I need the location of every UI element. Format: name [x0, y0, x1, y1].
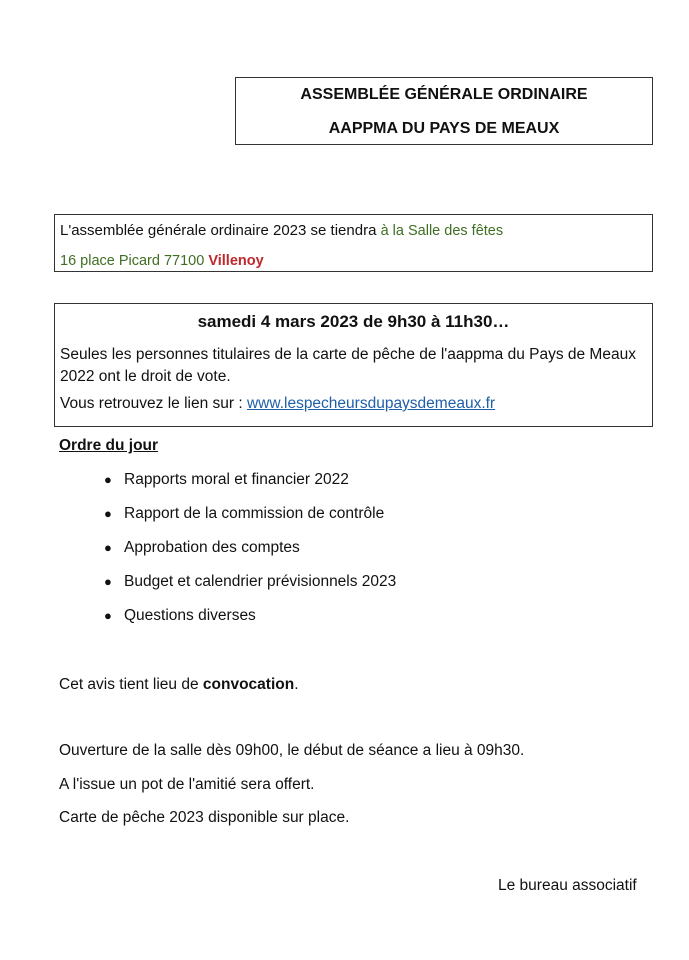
venue-box [54, 214, 653, 272]
title-line-2: AAPPMA DU PAYS DE MEAUX [328, 120, 560, 137]
venue-city: Villenoy [208, 253, 264, 269]
bullet-icon: ● [104, 608, 112, 623]
bullet-icon: ● [104, 472, 112, 487]
convocation-suffix: . [294, 676, 299, 693]
venue-place: à la Salle des fêtes [380, 223, 504, 239]
bullet-icon: ● [104, 574, 112, 589]
list-item [104, 606, 396, 640]
agenda-item-label: Approbation des comptes [124, 539, 300, 556]
convocation-text [59, 675, 299, 695]
date-box [54, 303, 653, 427]
title-line-1: ASSEMBLÉE GÉNÉRALE ORDINAIRE [300, 86, 588, 103]
link-prefix: Vous retrouvez le lien sur : [60, 395, 247, 412]
website-link[interactable]: www.lespecheursdupaysdemeaux.fr [246, 395, 496, 412]
list-item [104, 470, 396, 504]
venue-address: 16 place Picard 77100 [60, 253, 209, 269]
link-paragraph [60, 394, 652, 414]
license-text: Carte de pêche 2023 disponible sur place. [59, 809, 350, 826]
venue-intro: L'assemblée générale ordinaire 2023 se tiendra [60, 222, 381, 239]
eligibility-text: Seules les personnes titulaires de la carte de pêche de l'aappma du Pays de Meaux 2022 ont le droit de vote. [60, 346, 636, 385]
bullet-icon: ● [104, 540, 112, 555]
title-box [235, 77, 653, 145]
bullet-icon: ● [104, 506, 112, 521]
drink-text: A l'issue un pot de l'amitié sera offert. [59, 776, 315, 793]
agenda-list [104, 470, 396, 640]
agenda-item-label: Questions diverses [124, 607, 256, 624]
agenda-item-label: Rapports moral et financier 2022 [124, 471, 349, 488]
convocation-prefix: Cet avis tient lieu de [59, 676, 203, 693]
event-date: samedi 4 mars 2023 de 9h30 à 11h30… [197, 312, 510, 331]
opening-text: Ouverture de la salle dès 09h00, le début de séance a lieu à 09h30. [59, 742, 525, 759]
venue-line-2 [60, 252, 652, 270]
agenda-heading: Ordre du jour [59, 437, 159, 454]
signature: Le bureau associatif [498, 877, 637, 894]
list-item [104, 538, 396, 572]
list-item [104, 572, 396, 606]
agenda-item-label: Rapport de la commission de contrôle [124, 505, 385, 522]
convocation-word: convocation [202, 676, 295, 693]
venue-line-1 [60, 222, 652, 240]
list-item [104, 504, 396, 538]
agenda-item-label: Budget et calendrier prévisionnels 2023 [124, 573, 397, 590]
